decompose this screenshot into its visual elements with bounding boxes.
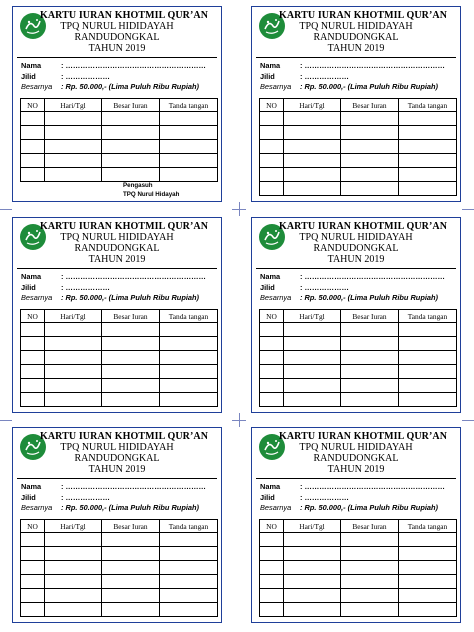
card-title: KARTU IURAN KHOTMIL QUR’AN [278,431,448,442]
header-amount: Besar Iuran [102,520,160,533]
jilid-label: Jilid [21,282,36,292]
besarnya-value: : Rp. 50.000,- (Lima Puluh Ribu Rupiah) [300,293,438,302]
nama-field: : ………………………………………………… [61,61,206,70]
jilid-label: Jilid [21,492,36,502]
table-row [21,393,218,407]
nama-label: Nama [260,272,281,281]
card-title: KARTU IURAN KHOTMIL QUR’AN [278,221,448,232]
table-row [21,603,218,617]
jilid-field: : ……………… [300,71,349,81]
card-year: TAHUN 2019 [88,254,146,265]
card-year: TAHUN 2019 [327,43,385,54]
jilid-field: : ……………… [61,492,110,502]
besarnya-value: : Rp. 50.000,- (Lima Puluh Ribu Rupiah) [61,503,199,512]
besarnya-label: Besarnya [21,503,53,512]
table-row [21,126,218,140]
table-row [21,533,218,547]
table-row [21,575,218,589]
header-divider [256,57,456,58]
table-row [21,140,218,154]
crop-mark-center-bottom-v [239,413,240,427]
table-row [21,379,218,393]
table-row [21,112,218,126]
jilid-field: : ……………… [300,282,349,292]
card-location: RANDUDONGKAL [74,453,160,464]
card-year: TAHUN 2019 [327,254,385,265]
card-school-name: TPQ NURUL HIDIDAYAH [299,21,413,32]
card-bottom-right [251,427,461,623]
card-location: RANDUDONGKAL [313,453,399,464]
signature-block [123,181,179,199]
besarnya-label: Besarnya [260,82,292,91]
table-row [260,533,457,547]
header-divider [256,478,456,479]
table-row [21,365,218,379]
header-date: Hari/Tgl [284,99,341,112]
header-date: Hari/Tgl [45,520,102,533]
header-no: NO [260,520,284,533]
card-location: RANDUDONGKAL [313,32,399,43]
card-title: KARTU IURAN KHOTMIL QUR’AN [39,10,209,21]
table-row [260,393,457,407]
card-bottom-left [12,427,222,623]
nama-field: : ………………………………………………… [300,482,445,491]
besarnya-value: : Rp. 50.000,- (Lima Puluh Ribu Rupiah) [61,82,199,91]
table-row [260,337,457,351]
header-no: NO [21,310,45,323]
header-date: Hari/Tgl [284,310,341,323]
card-title: KARTU IURAN KHOTMIL QUR’AN [39,221,209,232]
header-signature: Tanda tangan [399,99,457,112]
table-row [260,112,457,126]
header-no: NO [260,99,284,112]
card-title: KARTU IURAN KHOTMIL QUR’AN [278,10,448,21]
nama-label: Nama [21,272,42,281]
table-row [21,323,218,337]
table-row [260,323,457,337]
crop-mark-right-top-h [462,209,474,210]
payment-table [259,98,457,196]
nama-label: Nama [260,482,281,491]
jilid-label: Jilid [260,71,275,81]
crop-mark-left-top-h [0,209,12,210]
header-amount: Besar Iuran [102,99,160,112]
table-row [260,140,457,154]
card-title: KARTU IURAN KHOTMIL QUR’AN [39,431,209,442]
nama-field: : ………………………………………………… [300,272,445,281]
table-row [260,182,457,196]
nama-field: : ………………………………………………… [61,272,206,281]
jilid-field: : ……………… [300,492,349,502]
table-row [21,168,218,182]
jilid-field: : ……………… [61,282,110,292]
header-amount: Besar Iuran [341,520,399,533]
header-divider [17,478,217,479]
besarnya-label: Besarnya [21,293,53,302]
nama-label: Nama [21,482,42,491]
header-amount: Besar Iuran [341,99,399,112]
card-school-name: TPQ NURUL HIDIDAYAH [299,442,413,453]
card-location: RANDUDONGKAL [74,32,160,43]
table-row [260,589,457,603]
header-date: Hari/Tgl [45,99,102,112]
header-date: Hari/Tgl [45,310,102,323]
besarnya-value: : Rp. 50.000,- (Lima Puluh Ribu Rupiah) [300,82,438,91]
payment-table [20,309,218,407]
card-year: TAHUN 2019 [88,43,146,54]
header-signature: Tanda tangan [160,99,218,112]
card-top-right [251,6,461,202]
header-signature: Tanda tangan [399,520,457,533]
table-row [260,365,457,379]
jilid-label: Jilid [21,71,36,81]
header-amount: Besar Iuran [102,310,160,323]
crop-mark-center-top-v [239,202,240,216]
table-row [21,351,218,365]
card-middle-right [251,217,461,413]
card-school-name: TPQ NURUL HIDIDAYAH [60,21,174,32]
nama-label: Nama [21,61,42,70]
card-location: RANDUDONGKAL [313,243,399,254]
signature-name: TPQ Nurul Hidayah [123,191,180,198]
payment-table [20,519,218,617]
header-divider [17,57,217,58]
card-location: RANDUDONGKAL [74,243,160,254]
card-school-name: TPQ NURUL HIDIDAYAH [299,232,413,243]
payment-table [259,519,457,617]
jilid-label: Jilid [260,492,275,502]
jilid-label: Jilid [260,282,275,292]
payment-table [259,309,457,407]
header-no: NO [260,310,284,323]
besarnya-label: Besarnya [260,503,292,512]
card-year: TAHUN 2019 [88,464,146,475]
table-row [260,351,457,365]
table-row [21,337,218,351]
header-no: NO [21,99,45,112]
besarnya-label: Besarnya [260,293,292,302]
table-row [260,379,457,393]
besarnya-label: Besarnya [21,82,53,91]
signature-title: Pengasuh [123,182,153,189]
card-middle-left [12,217,222,413]
table-row [260,154,457,168]
nama-label: Nama [260,61,281,70]
header-signature: Tanda tangan [160,520,218,533]
table-row [260,575,457,589]
table-row [260,603,457,617]
card-school-name: TPQ NURUL HIDIDAYAH [60,442,174,453]
header-signature: Tanda tangan [399,310,457,323]
besarnya-value: : Rp. 50.000,- (Lima Puluh Ribu Rupiah) [300,503,438,512]
header-divider [256,268,456,269]
payment-table [20,98,218,182]
besarnya-value: : Rp. 50.000,- (Lima Puluh Ribu Rupiah) [61,293,199,302]
table-row [21,589,218,603]
header-divider [17,268,217,269]
header-date: Hari/Tgl [284,520,341,533]
card-year: TAHUN 2019 [327,464,385,475]
table-row [260,561,457,575]
nama-field: : ………………………………………………… [300,61,445,70]
crop-mark-left-bottom-h [0,420,12,421]
table-row [260,126,457,140]
table-row [21,547,218,561]
crop-mark-right-bottom-h [462,420,474,421]
card-top-left [12,6,222,202]
header-signature: Tanda tangan [160,310,218,323]
nama-field: : ………………………………………………… [61,482,206,491]
table-row [21,561,218,575]
table-row [260,168,457,182]
jilid-field: : ……………… [61,71,110,81]
header-no: NO [21,520,45,533]
table-row [21,154,218,168]
header-amount: Besar Iuran [341,310,399,323]
card-school-name: TPQ NURUL HIDIDAYAH [60,232,174,243]
table-row [260,547,457,561]
